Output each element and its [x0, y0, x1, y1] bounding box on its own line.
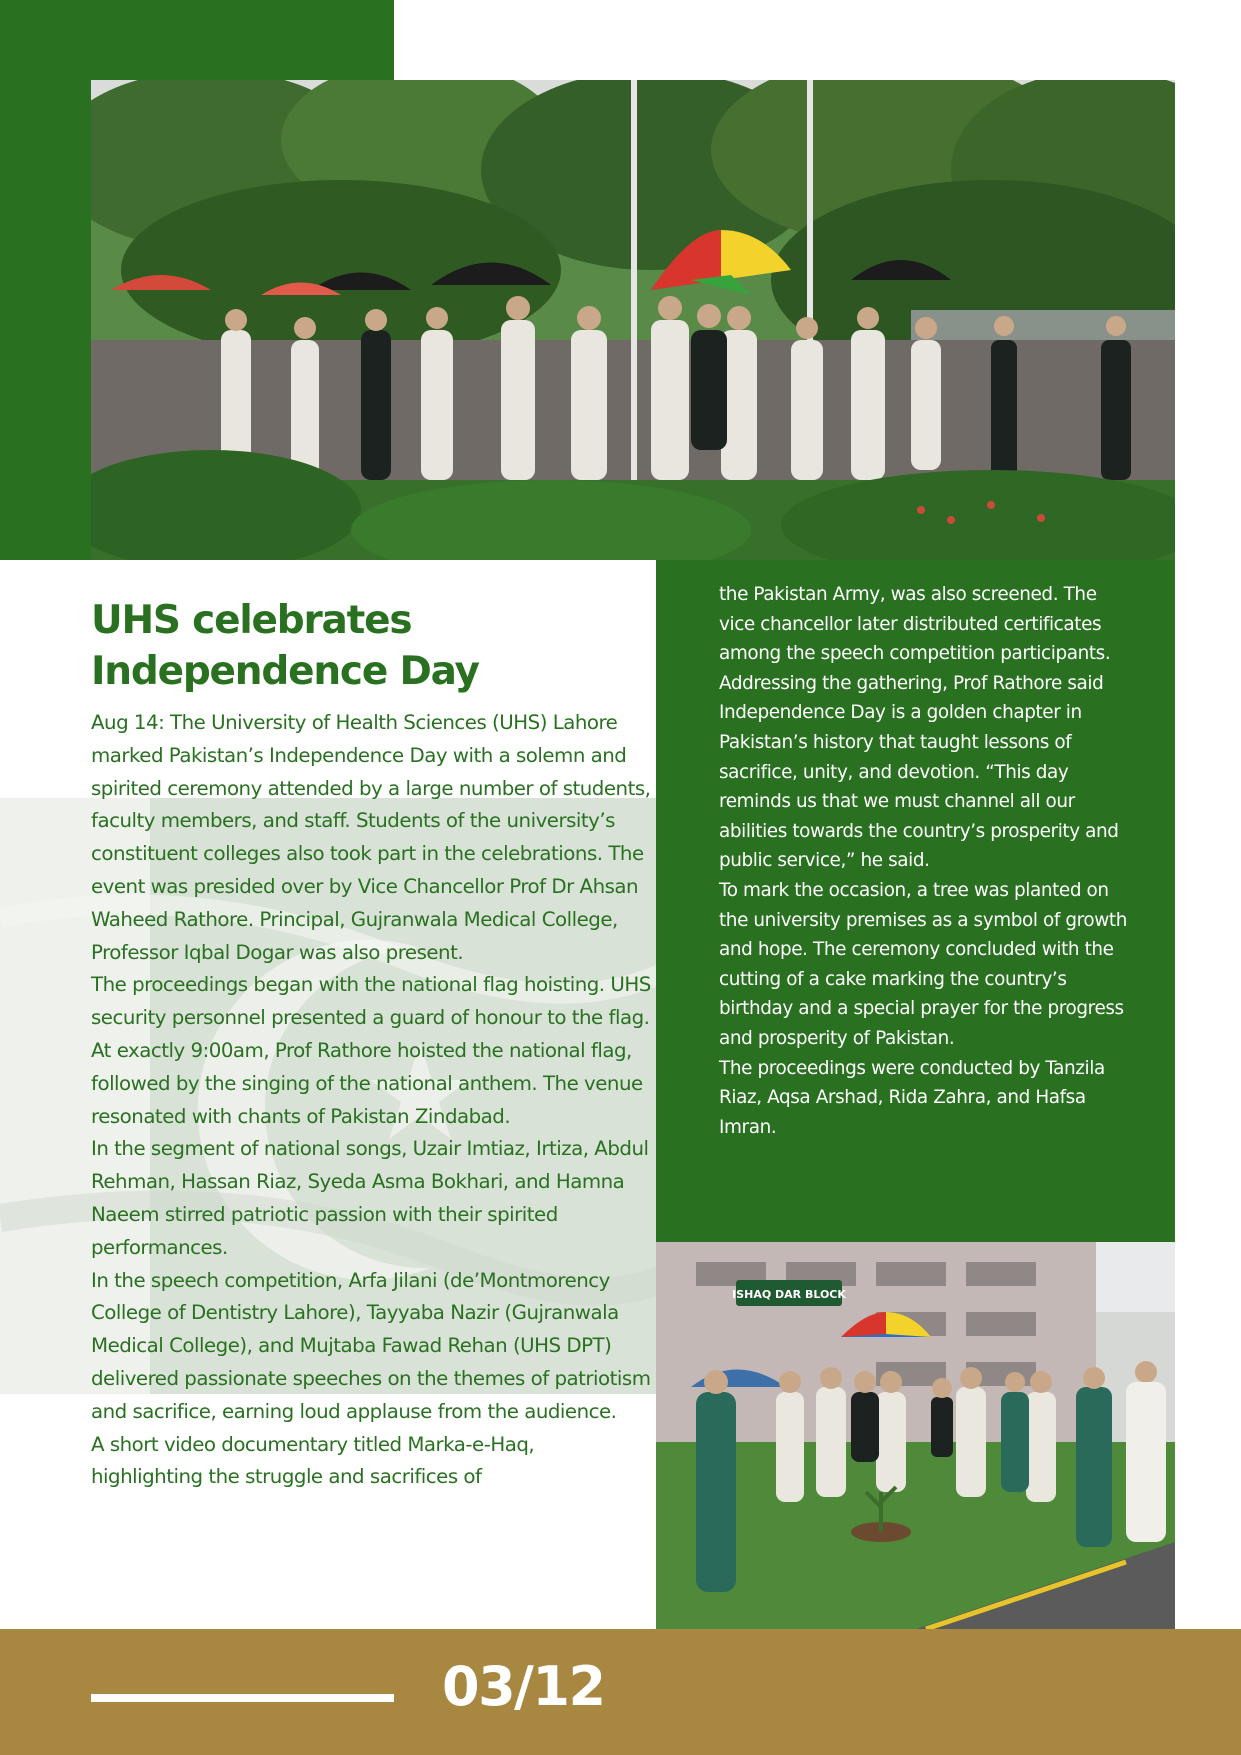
page-number: 03/12 [442, 1655, 605, 1718]
paragraph-national-songs: In the segment of national songs, Uzair Imtiaz, Irtiza, Abdul Rehman, Hassan Riaz, Syeda Asma Bokhari, and Hamna Naeem stirred patriotic passion with their spirited performances. [91, 1137, 649, 1259]
paragraph-address: Addressing the gathering, Prof Rathore said Independence Day is a golden chapter in Pakistan’s history that taught lessons of sacrifice, unity, and devotion. “This day reminds us that we must channel all our abilities towards the country’s prosperity and public service,” he said. [719, 672, 1119, 872]
article-body-left-column [91, 707, 651, 1494]
paragraph-tree-planting: To mark the occasion, a tree was planted on the university premises as a symbol of growth and hope. The ceremony concluded with the cutting of a cake marking the country’s birthday and a special prayer for the progress and prosperity of Pakistan. [719, 879, 1127, 1049]
paragraph-hosts: The proceedings were conducted by Tanzila Riaz, Aqsa Arshad, Rida Zahra, and Hafsa Imran. [719, 1057, 1105, 1138]
paragraph-speech-competition: In the speech competition, Arfa Jilani (de’Montmorency College of Dentistry Lahore), Tayyaba Nazir (Gujranwala Medical College), and Mujtaba Fawad Rehan (UHS DPT) delivered passionate speeches on the themes of patriotism and sacrifice, earning loud applause from the audience. [91, 1268, 651, 1423]
tree-planting-photo [656, 1242, 1175, 1629]
building-sign: ISHAQ DAR BLOCK [732, 1288, 846, 1301]
paragraph-flag-hoisting: The proceedings began with the national flag hoisting. UHS security personnel presented a guard of honour to the flag. At exactly 9:00am, Prof Rathore hoisted the national flag, followed by the singing of the national anthem. The venue resonated with chants of Pakistan Zindabad. [91, 973, 651, 1128]
article-title-line-2: Independence Day [91, 649, 479, 694]
footer-rule [91, 1694, 394, 1702]
paragraph-documentary: A short video documentary titled Marka-e-Haq, highlighting the struggle and sacrifices of [91, 1432, 535, 1489]
article-title-line-1: UHS celebrates [91, 598, 412, 643]
article-body-right-column [719, 580, 1129, 1142]
article-title [91, 595, 631, 697]
flag-hoisting-photo [91, 80, 1175, 560]
page-footer [0, 1629, 1241, 1755]
paragraph-screening: the Pakistan Army, was also screened. The vice chancellor later distributed certificates among the speech competition participants. [719, 584, 1111, 665]
paragraph-intro: Aug 14: The University of Health Sciences (UHS) Lahore marked Pakistan’s Independence Day with a solemn and spirited ceremony attended by a large number of students, faculty members, and staff. Students of the university’s constituent colleges also took part in the celebrations. The event was presided over by Vice Chancellor Prof Dr Ahsan Waheed Rathore. Principal, Gujranwala Medical College, Professor Iqbal Dogar was also present. [91, 711, 651, 964]
